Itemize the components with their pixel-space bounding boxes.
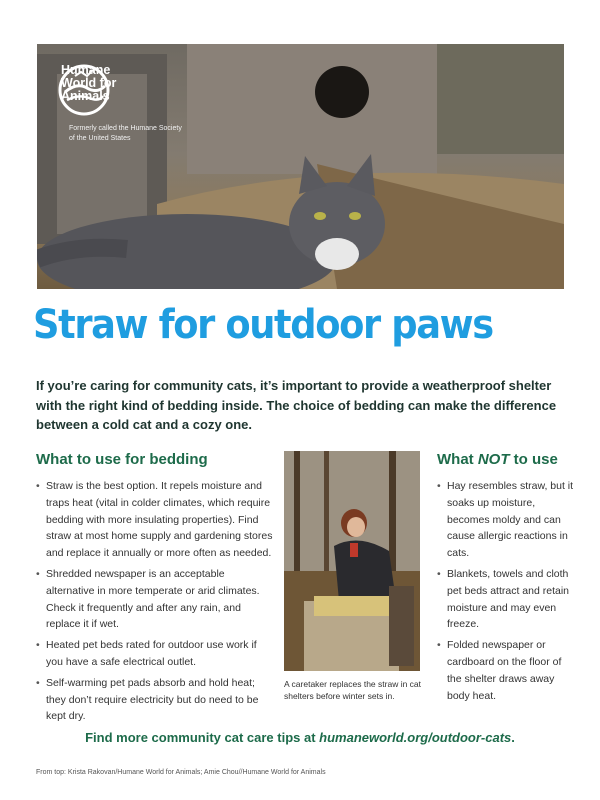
list-item: • Shredded newspaper is an acceptable alternative in more temperate or arid climates. Check it frequently and after any rain, and replace it if wet. xyxy=(36,566,274,633)
heading-part-2: to use xyxy=(509,451,558,468)
cta-link[interactable]: humaneworld.org/outdoor-cats xyxy=(319,730,512,745)
humane-world-logo[interactable] xyxy=(57,64,116,103)
logo-line-3: Animals xyxy=(61,89,110,103)
list-item: • Straw is the best option. It repels moisture and traps heat (vital in colder climates, which require bedding with more insulating properties). Find straw at most home supply and gardening stores and replace it annually or more often as needed. xyxy=(36,478,274,562)
page-title: Straw for outdoor paws xyxy=(33,302,493,348)
what-to-use-heading: What to use for bedding xyxy=(36,451,208,468)
hero-photo-cat-shelter xyxy=(37,44,564,289)
photo-credit: From top: Krista Rakovan/Humane World for Animals; Amie Chou//Humane World for Animals xyxy=(36,769,326,776)
what-to-use-list xyxy=(36,478,274,725)
list-item: • Heated pet beds rated for outdoor use work if you have a safe electrical outlet. xyxy=(36,637,274,671)
heading-part-1: What xyxy=(437,451,478,468)
logo-subtitle: Formerly called the Humane Society of the United States xyxy=(69,125,182,142)
list-item: • Self-warming pet pads absorb and hold heat; they don’t require electricity but do need to be kept dry. xyxy=(36,675,274,725)
what-not-to-use-list xyxy=(437,478,577,704)
globe-animals-logo-icon xyxy=(57,64,111,116)
list-item: • Folded newspaper or cardboard on the floor of the shelter draws away body heat. xyxy=(437,637,577,704)
logo-line-1: Humane xyxy=(61,63,111,77)
cta-text: Find more community cat care tips at xyxy=(85,730,320,745)
caretaker-photo xyxy=(284,451,420,671)
list-item: • Blankets, towels and cloth pet beds attract and retain moisture and may even freeze. xyxy=(437,566,577,633)
call-to-action xyxy=(0,730,600,745)
caretaker-illustration xyxy=(284,451,420,671)
logo-line-2: World for xyxy=(61,76,117,90)
cta-end: . xyxy=(511,730,515,745)
what-not-to-use-heading xyxy=(437,451,577,468)
what-to-use-section xyxy=(36,451,274,729)
list-item: • Hay resembles straw, but it soaks up moisture, becomes moldy and can cause allergic reactions in cats. xyxy=(437,478,577,562)
intro-paragraph: If you’re caring for community cats, it’s important to provide a weatherproof shelter with the right kind of bedding inside. The choice of bedding can make the difference between a cold cat and a cozy one. xyxy=(36,378,557,432)
photo-caption: A caretaker replaces the straw in cat shelters before winter sets in. xyxy=(284,679,422,701)
heading-emphasis: NOT xyxy=(477,451,510,468)
what-not-to-use-section xyxy=(437,451,577,708)
